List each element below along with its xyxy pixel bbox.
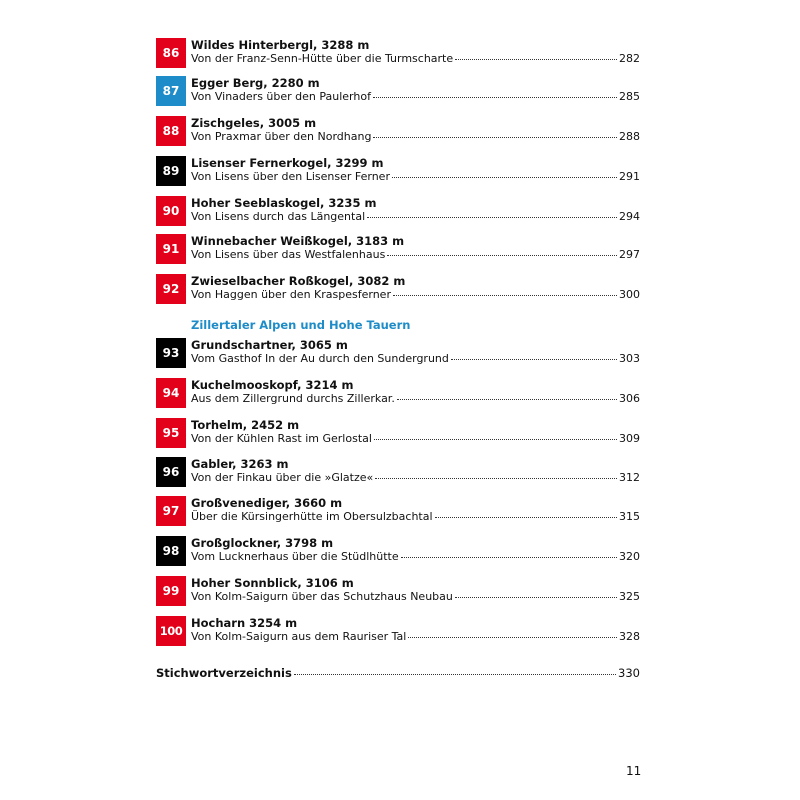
page-reference: 320 [619,550,640,563]
index-entry[interactable] [156,666,640,680]
route-description: Von Lisens über das Westfalenhaus [191,248,386,261]
dot-leader [373,97,617,98]
page-reference: 285 [619,90,640,103]
toc-entry[interactable] [156,457,640,493]
route-number-badge: 89 [156,156,186,186]
route-title: Zwieselbacher Roßkogel, 3082 m [191,274,406,288]
page-reference: 315 [619,510,640,523]
route-description-line [191,90,640,104]
toc-entry[interactable] [156,76,640,112]
route-description: Von Kolm-Saigurn aus dem Rauriser Tal [191,630,407,643]
dot-leader [397,399,617,400]
toc-entry[interactable] [156,616,640,652]
dot-leader [375,478,617,479]
dot-leader [373,137,617,138]
route-description: Von Lisens durch das Längental [191,210,366,223]
route-title: Hoher Sonnblick, 3106 m [191,576,354,590]
route-description-line [191,170,640,184]
page-reference: 330 [618,666,640,680]
route-number-badge: 92 [156,274,186,304]
dot-leader [374,439,617,440]
dot-leader [408,637,617,638]
toc-entry[interactable] [156,378,640,414]
route-description-line [191,630,640,644]
route-description-line [191,392,640,406]
toc-entry[interactable] [156,274,640,310]
route-title: Hocharn 3254 m [191,616,298,630]
page-reference: 291 [619,170,640,183]
page-reference: 325 [619,590,640,603]
route-number-badge: 95 [156,418,186,448]
route-description-line [191,130,640,144]
toc-entry[interactable] [156,116,640,152]
route-title: Zischgeles, 3005 m [191,116,317,130]
page-reference: 297 [619,248,640,261]
route-title: Lisenser Fernerkogel, 3299 m [191,156,384,170]
route-title: Hoher Seeblaskogel, 3235 m [191,196,377,210]
dot-leader [387,255,617,256]
route-number-badge: 99 [156,576,186,606]
route-number-badge: 96 [156,457,186,487]
toc-entry[interactable] [156,38,640,74]
route-number-badge: 97 [156,496,186,526]
page-reference: 312 [619,471,640,484]
route-title: Egger Berg, 2280 m [191,76,320,90]
dot-leader [451,359,617,360]
route-description-line [191,471,640,485]
toc-entry[interactable] [156,196,640,232]
route-description: Von Haggen über den Kraspesferner [191,288,391,301]
toc-entry[interactable] [156,156,640,192]
toc-entry[interactable] [156,576,640,612]
page-reference: 328 [619,630,640,643]
page-reference: 294 [619,210,640,223]
route-description-line [191,288,640,302]
route-title: Gabler, 3263 m [191,457,289,471]
route-description: Von der Finkau über die »Glatze« [191,471,374,484]
route-description: Von der Franz-Senn-Hütte über die Turmscharte [191,52,454,65]
page-reference: 300 [619,288,640,301]
page-reference: 282 [619,52,640,65]
toc-entry[interactable] [156,338,640,374]
dot-leader [393,295,617,296]
page-reference: 303 [619,352,640,365]
route-description: Von Praxmar über den Nordhang [191,130,372,143]
dot-leader [294,674,616,675]
page-reference: 306 [619,392,640,405]
route-description-line [191,590,640,604]
route-number-badge: 90 [156,196,186,226]
route-title: Winnebacher Weißkogel, 3183 m [191,234,405,248]
route-title: Großglockner, 3798 m [191,536,334,550]
route-number-badge: 98 [156,536,186,566]
toc-entry[interactable] [156,496,640,532]
route-description: Von Kolm-Saigurn über das Schutzhaus Neubau [191,590,453,603]
route-number-badge: 87 [156,76,186,106]
dot-leader [401,557,617,558]
route-title: Wildes Hinterbergl, 3288 m [191,38,370,52]
route-description: Von Vinaders über den Paulerhof [191,90,371,103]
dot-leader [455,597,617,598]
route-number-badge: 86 [156,38,186,68]
dot-leader [392,177,617,178]
route-description: Von der Kühlen Rast im Gerlostal [191,432,372,445]
route-description: Aus dem Zillergrund durchs Zillerkar. [191,392,395,405]
route-number-badge: 91 [156,234,186,264]
route-description-line [191,432,640,446]
index-label: Stichwortverzeichnis [156,666,292,680]
route-number-badge: 100 [156,616,186,646]
dot-leader [367,217,617,218]
route-number-badge: 93 [156,338,186,368]
route-number-badge: 94 [156,378,186,408]
toc-entry[interactable] [156,418,640,454]
route-title: Grundschartner, 3065 m [191,338,348,352]
route-description-line [191,248,640,262]
route-description-line [191,510,640,524]
page-number: 11 [626,764,642,778]
dot-leader [435,517,617,518]
route-description-line [191,550,640,564]
page-reference: 288 [619,130,640,143]
route-description: Vom Gasthof In der Au durch den Sundergrund [191,352,449,365]
route-title: Torhelm, 2452 m [191,418,300,432]
route-description-line [191,210,640,224]
route-description-line [191,352,640,366]
route-description: Über die Kürsingerhütte im Obersulzbachtal [191,510,433,523]
route-description: Vom Lucknerhaus über die Stüdlhütte [191,550,399,563]
route-title: Kuchelmooskopf, 3214 m [191,378,354,392]
toc-entry[interactable] [156,234,640,270]
route-title: Großvenediger, 3660 m [191,496,343,510]
toc-entry[interactable] [156,536,640,572]
route-description-line [191,52,640,66]
route-number-badge: 88 [156,116,186,146]
section-heading: Zillertaler Alpen und Hohe Tauern [191,318,411,332]
page-reference: 309 [619,432,640,445]
dot-leader [455,59,617,60]
route-description: Von Lisens über den Lisenser Ferner [191,170,390,183]
